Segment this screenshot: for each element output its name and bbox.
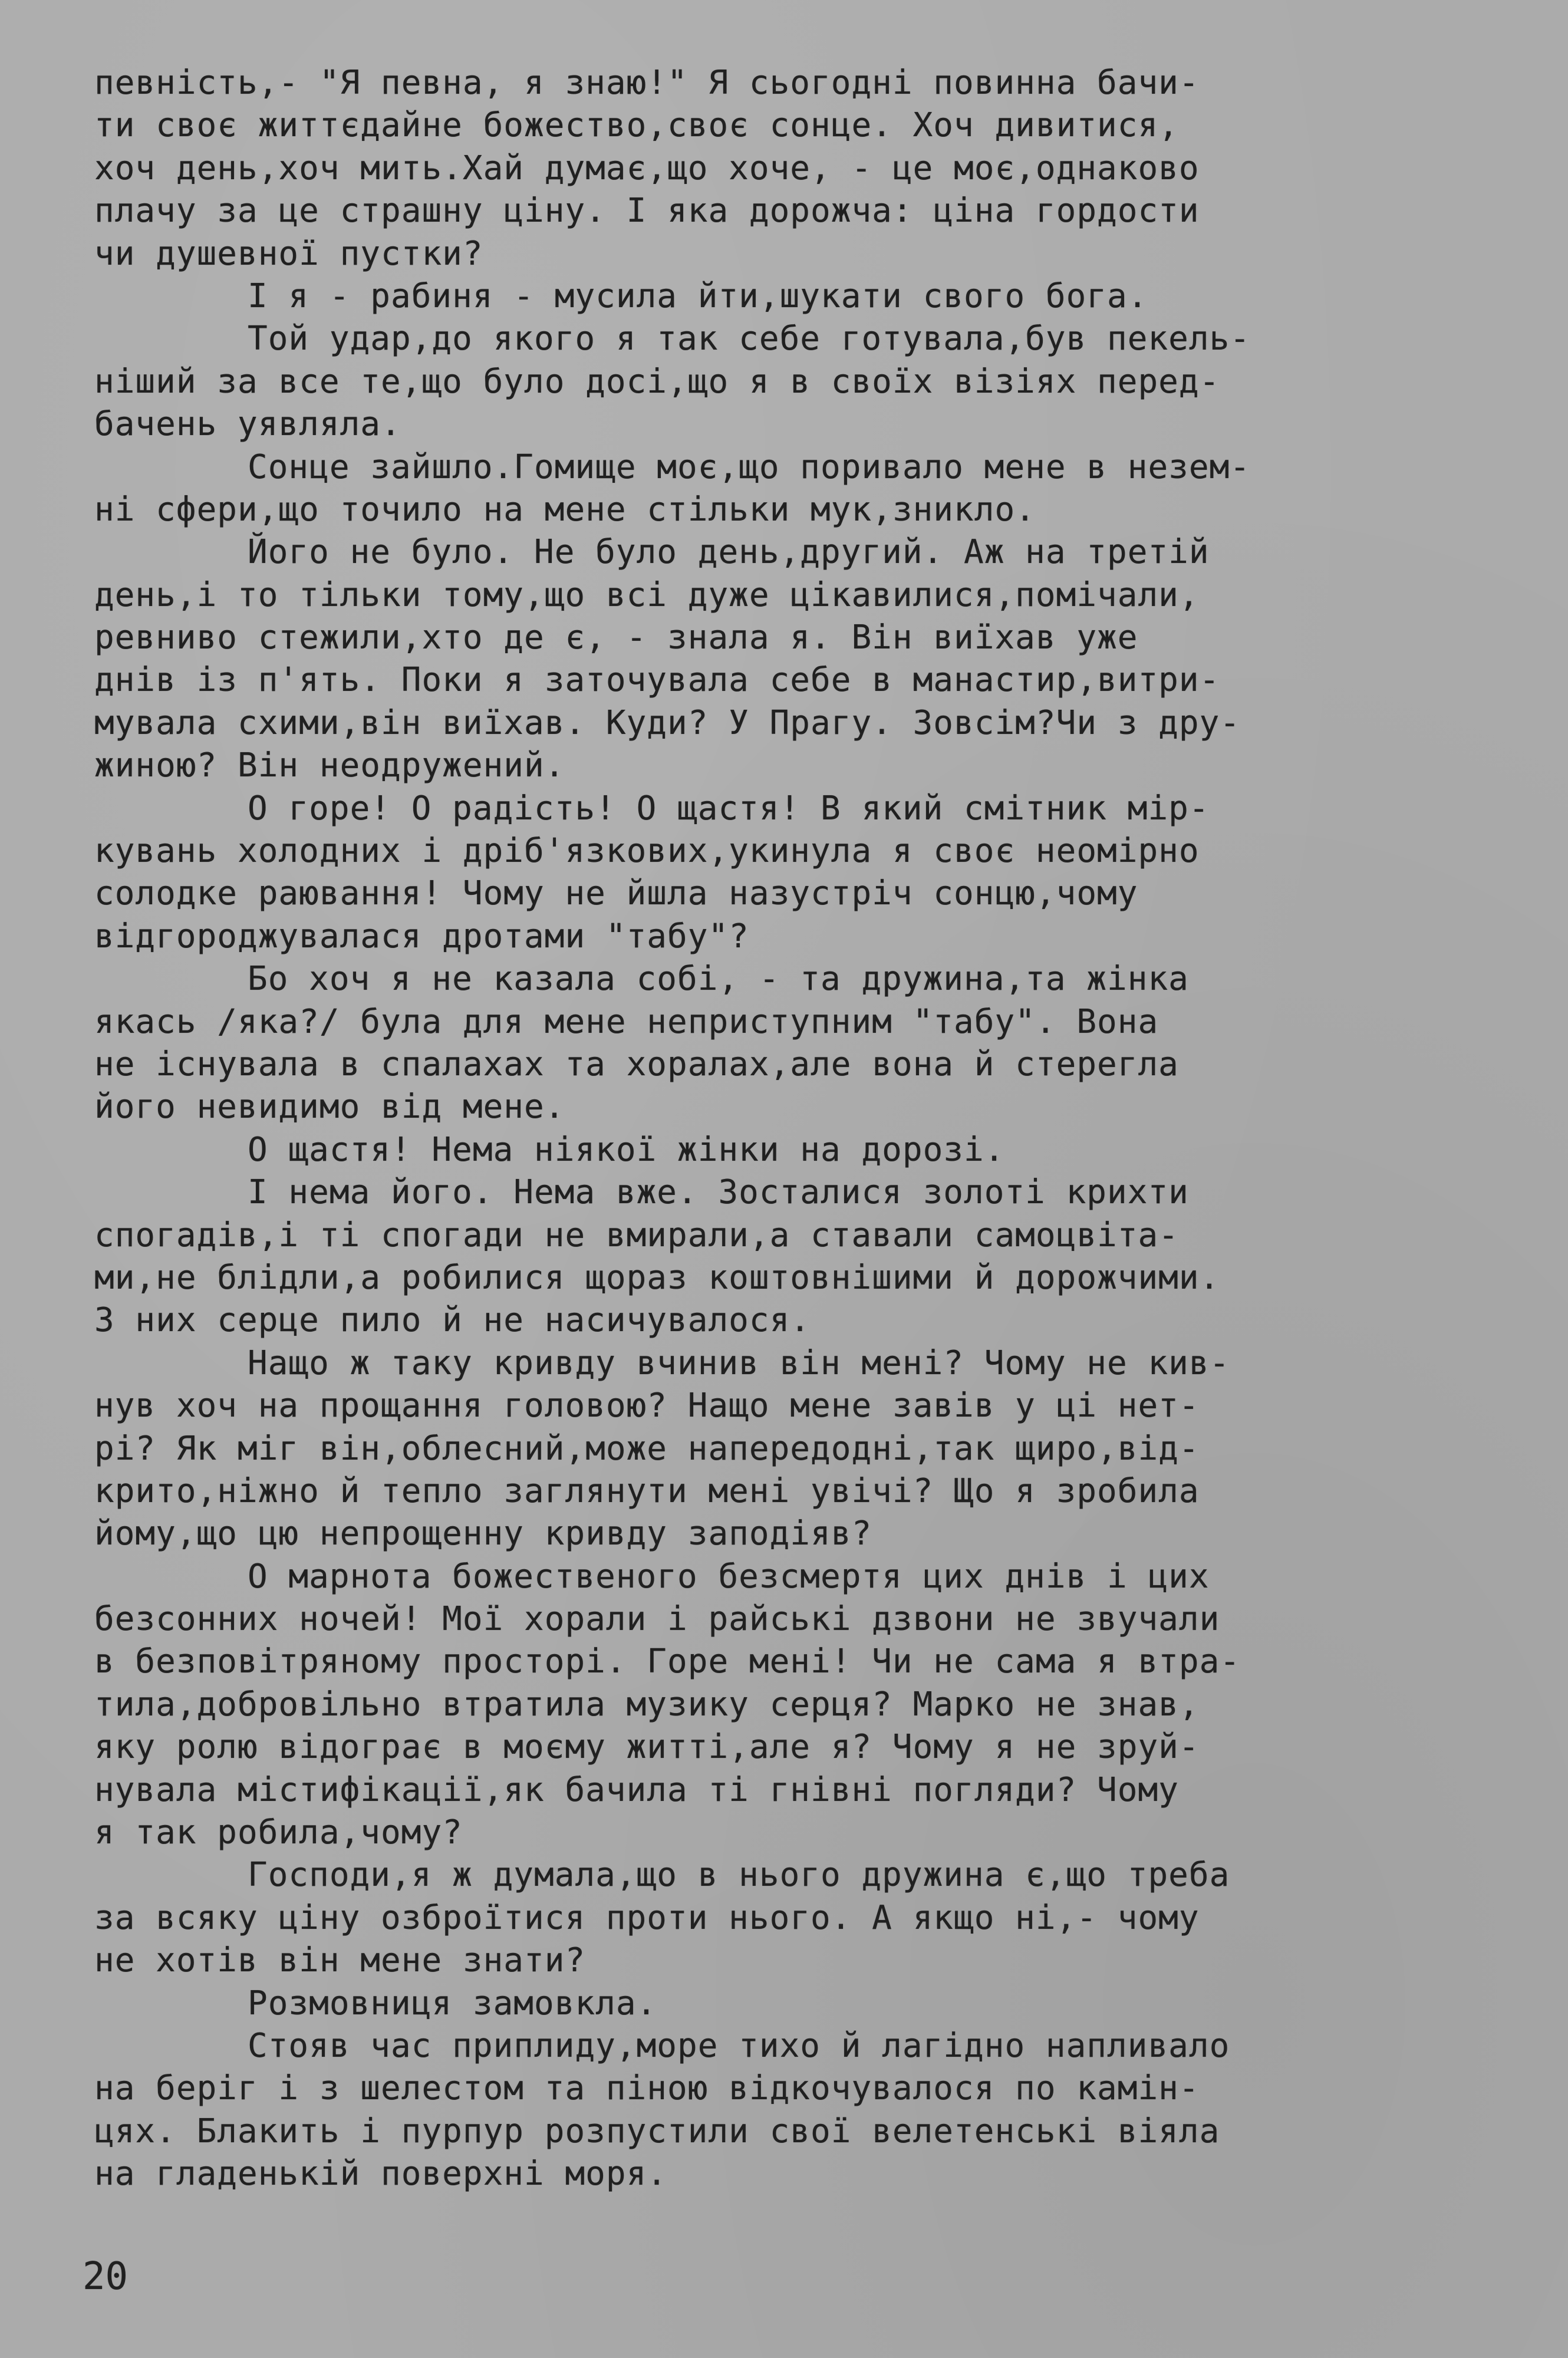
text-line: Господи,я ж думала,що в нього дружина є,що треба — [248, 1856, 1230, 1895]
text-line: З них серце пило й не насичувалося. — [94, 1301, 811, 1340]
text-line: бачень уявляла. — [94, 405, 401, 444]
text-line: Розмовниця замовкла. — [248, 1984, 657, 2023]
text-line: певність,- "Я певна, я знаю!" Я сьогодні повинна бачи- — [94, 64, 1200, 102]
text-line: за всяку ціну озброїтися проти нього. А якщо ні,- чому — [94, 1898, 1200, 1937]
text-line: ти своє життєдайне божество,своє сонце. Хоч дивитися, — [94, 106, 1179, 145]
text-line: якась /яка?/ була для мене неприступним "табу". Вона — [94, 1002, 1159, 1041]
page-number: 20 — [83, 2255, 129, 2298]
text-line: жиною? Він неодружений. — [94, 746, 565, 785]
text-line: спогадів,і ті спогади не вмирали,а ставали самоцвіта- — [94, 1216, 1179, 1254]
text-line: ми,не блідли,а робилися щораз коштовнішими й дорожчими. — [94, 1258, 1220, 1297]
text-line: солодке раювання! Чому не йшла назустріч сонцю,чому — [94, 874, 1138, 913]
text-line: крито,ніжно й тепло заглянути мені увічі? Що я зробила — [94, 1471, 1200, 1510]
text-line: Стояв час приплиду,море тихо й лагідно напливало — [248, 2026, 1230, 2065]
text-line: І я - рабиня - мусила йти,шукати свого бога. — [248, 276, 1148, 315]
text-line: Його не було. Не було день,другий. Аж на третій — [248, 533, 1210, 572]
text-line: на беріг і з шелестом та піною відкочувалося по камін- — [94, 2069, 1200, 2108]
text-line: Бо хоч я не казала собі, - та дружина,та жінка — [248, 960, 1189, 999]
text-line: відгороджувалася дротами "табу"? — [94, 917, 749, 956]
text-line: І нема його. Нема вже. Зосталися золоті крихти — [248, 1173, 1189, 1212]
typewritten-text-block — [94, 62, 1509, 2196]
text-line: плачу за це страшну ціну. І яка дорожча: ціна гордости — [94, 192, 1200, 230]
text-line: не хотів він мене знати? — [94, 1941, 586, 1980]
text-line: ревниво стежили,хто де є, - знала я. Він виїхав уже — [94, 618, 1138, 657]
text-line: цях. Блакить і пурпур розпустили свої велетенські віяла — [94, 2112, 1220, 2150]
text-line: день,і то тільки тому,що всі дуже цікавилися,помічали, — [94, 575, 1200, 614]
text-line: кувань холодних і дріб'язкових,укинула я своє неомірно — [94, 832, 1200, 871]
text-line: в безповітряному просторі. Горе мені! Чи не сама я втра- — [94, 1642, 1241, 1681]
text-line: я так робила,чому? — [94, 1813, 463, 1852]
text-line: О щастя! Нема ніякої жінки на дорозі. — [248, 1130, 1005, 1169]
text-line: рі? Як міг він,облесний,може напередодні,так щиро,від- — [94, 1429, 1200, 1468]
text-line: хоч день,хоч мить.Хай думає,що хоче, - це моє,однаково — [94, 149, 1200, 187]
text-line: ні сфери,що точило на мене стільки мук,зникло. — [94, 490, 1036, 529]
text-line: йому,що цю непрощенну кривду заподіяв? — [94, 1514, 872, 1553]
text-line: його невидимо від мене. — [94, 1088, 565, 1127]
text-line: на гладенькій поверхні моря. — [94, 2155, 668, 2194]
text-line: днів із п'ять. Поки я заточувала себе в манастир,витри- — [94, 661, 1220, 700]
text-line: чи душевної пустки? — [94, 234, 483, 273]
text-line: тила,добровільно втратила музику серця? Марко не знав, — [94, 1685, 1200, 1724]
text-line: безсонних ночей! Мої хорали і райські дзвони не звучали — [94, 1600, 1220, 1639]
text-line: яку ролю відограє в моєму житті,але я? Чому я не зруй- — [94, 1728, 1200, 1767]
text-line: О марнота божественого безсмертя цих днів і цих — [248, 1557, 1210, 1596]
text-line: мувала схими,він виїхав. Куди? У Прагу. Зовсім?Чи з дру- — [94, 703, 1241, 742]
text-line: нув хоч на прощання головою? Нащо мене завів у ці нет- — [94, 1387, 1200, 1425]
text-line: Сонце зайшло.Гомище моє,що поривало мене в незем- — [248, 447, 1251, 486]
text-line: Той удар,до якого я так себе готувала,був пекель- — [248, 320, 1251, 358]
text-line: не існувала в спалахах та хоралах,але вона й стерегла — [94, 1045, 1179, 1084]
text-line: Нащо ж таку кривду вчинив він мені? Чому не кив- — [248, 1343, 1230, 1382]
text-line: О горе! О радість! О щастя! В який смітник мір- — [248, 789, 1210, 828]
text-line: ніший за все те,що було досі,що я в своїх візіях перед- — [94, 362, 1220, 401]
text-line: нувала містифікації,як бачила ті гнівні погляди? Чому — [94, 1770, 1179, 1809]
